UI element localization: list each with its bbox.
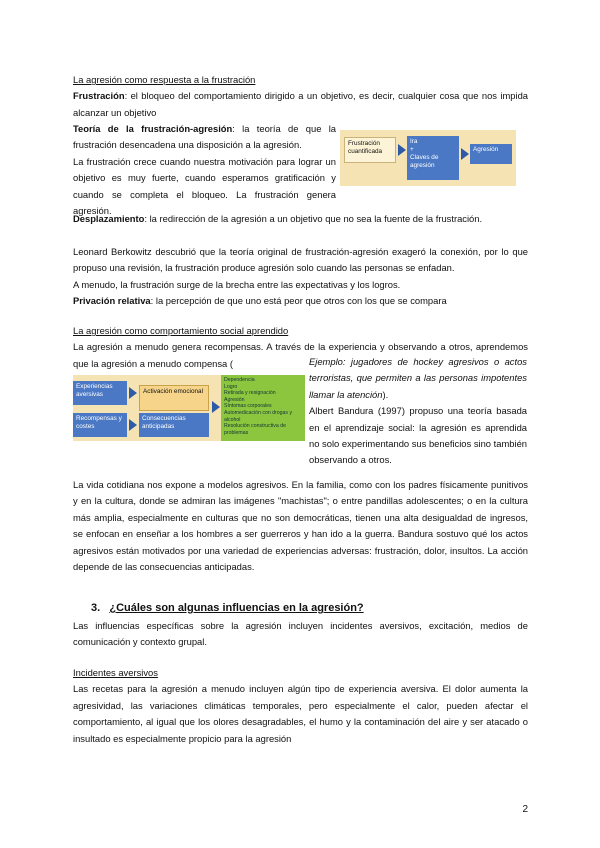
outcome: Resolución constructiva de problemas xyxy=(224,423,286,436)
subsection-title: Incidentes aversivos xyxy=(73,667,158,678)
theory-paragraph xyxy=(73,121,336,219)
diagram-box-rewards: Recompensas y costes xyxy=(73,413,127,437)
everyday-models-paragraph: La vida cotidiana nos expone a modelos agresivos. En la familia, como con los padres físicamente punitivos y en la cultura, donde se admiran las imágenes "machistas"; o entre pandillas adolescentes; o en la cultura más amplia, especialmente en culturas que no son democráticas, tienen una alta desigualdad de ingresos, se enfocan en enseñar a los hombres a ser guerreros y han ido a la guerra. Bandura sostuvo qué los actos agresivos están motivados por una variedad de experiencias adversas: frustración, dolor, insultos. La acción depende de las consecuencias anticipadas. xyxy=(73,479,528,573)
section-number: 3. xyxy=(91,602,101,614)
line: Claves de agresión xyxy=(410,154,439,169)
text: La agresión a menudo genera recompensas. A través de la experiencia y observando a otros, aprendemos que la agresión a menudo compensa ( xyxy=(73,341,528,369)
line: + xyxy=(410,146,414,153)
paragraph: A menudo, la frustración surge de la brecha entre las expectativas y los logros. xyxy=(73,278,401,290)
frustration-definition xyxy=(73,88,528,121)
arrow-icon xyxy=(212,401,220,413)
berkowitz-paragraph xyxy=(73,244,528,310)
social-learning-diagram xyxy=(73,375,305,441)
aversive-section xyxy=(73,665,528,747)
definition: : la teoría de que la frustración desencadena una disposición a la agresión. xyxy=(73,123,336,151)
arrow-icon xyxy=(461,148,469,160)
bandura-paragraph: Albert Bandura (1997) propuso una teoría basada en el aprendizaje social: la agresión es aprendida no solo experimentando sus beneficios sino también observando a otros. xyxy=(309,405,527,466)
page-number: 2 xyxy=(522,804,528,815)
outcome: Agresión xyxy=(224,396,245,403)
diagram-box-emotional: Activación emocional xyxy=(139,385,209,411)
section-title: La agresión como comportamiento social aprendido xyxy=(73,325,289,336)
outcome: Dependencia xyxy=(224,377,255,383)
relative-deprivation xyxy=(73,293,528,309)
section-title: La agresión como respuesta a la frustración xyxy=(73,74,256,85)
arrow-icon xyxy=(398,144,406,156)
arrow-icon xyxy=(129,419,137,431)
section-frustration xyxy=(73,72,528,121)
term: Desplazamiento xyxy=(73,213,145,224)
diagram-box-frustration: Frustración cuantificada xyxy=(344,137,396,163)
section-title: ¿Cuáles son algunas influencias en la agresión? xyxy=(109,602,364,614)
outcome: Retirada y resignación xyxy=(224,390,276,397)
diagram-box-aggression: Agresión xyxy=(470,144,512,164)
diagram-box-anger xyxy=(407,136,459,180)
example: Ejemplo: jugadores de hockey agresivos o actos terroristas, que permiten a las personas impotentes llamar la atención xyxy=(309,356,527,400)
frustration-aggression-diagram xyxy=(340,130,516,186)
influences-intro: Las influencias específicas sobre la agresión incluyen incidentes aversivos, excitación, medios de comunicación y contexto grupal. xyxy=(73,620,528,648)
term: Frustración xyxy=(73,90,125,102)
diagram-box-aversive: Experiencias aversivas xyxy=(73,381,127,405)
arrow-icon xyxy=(129,387,137,399)
term: Teoría de la frustración-agresión xyxy=(73,123,233,134)
line: Ira xyxy=(410,138,418,145)
displacement-definition xyxy=(73,211,528,227)
text: ). xyxy=(382,388,389,400)
term: Privación relativa xyxy=(73,295,151,307)
paragraph: Leonard Berkowitz descubrió que la teoría original de frustración-agresión exageró la conexión, por lo que propuso una revisión, la frustración produce agresión solo cuando las personas se enfadan. xyxy=(73,246,528,274)
aversive-paragraph: Las recetas para la agresión a menudo incluyen algún tipo de experiencia aversiva. El dolor aumenta la agresividad, las variaciones climáticas temporales, pero especialmente el calor, pueden afectar el comportamiento, al igual que los olores desagradables, el humo y la contaminación del aire y ser atacado o insultado es especialmente propicio para la agresión xyxy=(73,683,528,744)
diagram-box-consequences: Consecuencias anticipadas xyxy=(139,413,209,437)
diagram-outcomes xyxy=(221,375,305,441)
outcome: Logro xyxy=(224,383,238,390)
outcome: Automedicación con drogas y alcohol xyxy=(224,409,293,423)
theory-detail: La frustración crece cuando nuestra motivación para lograr un objetivo es muy fuerte, cuando esperamos gratificación y cuando se completa el bloqueo. La frustración genera agresión. xyxy=(73,155,336,217)
definition: : la percepción de que uno está peor que otros con los que se compara xyxy=(150,295,447,307)
definition: : la redirección de la agresión a un objetivo que no sea la fuente de la frustración. xyxy=(144,213,483,224)
example-text xyxy=(309,354,527,469)
section-heading-3 xyxy=(91,602,364,614)
outcome: Síntomas corporales xyxy=(224,403,272,410)
definition: : el bloqueo del comportamiento dirigido a un objetivo, es decir, cualquier cosa que nos impida alcanzar un objetivo xyxy=(73,90,528,118)
